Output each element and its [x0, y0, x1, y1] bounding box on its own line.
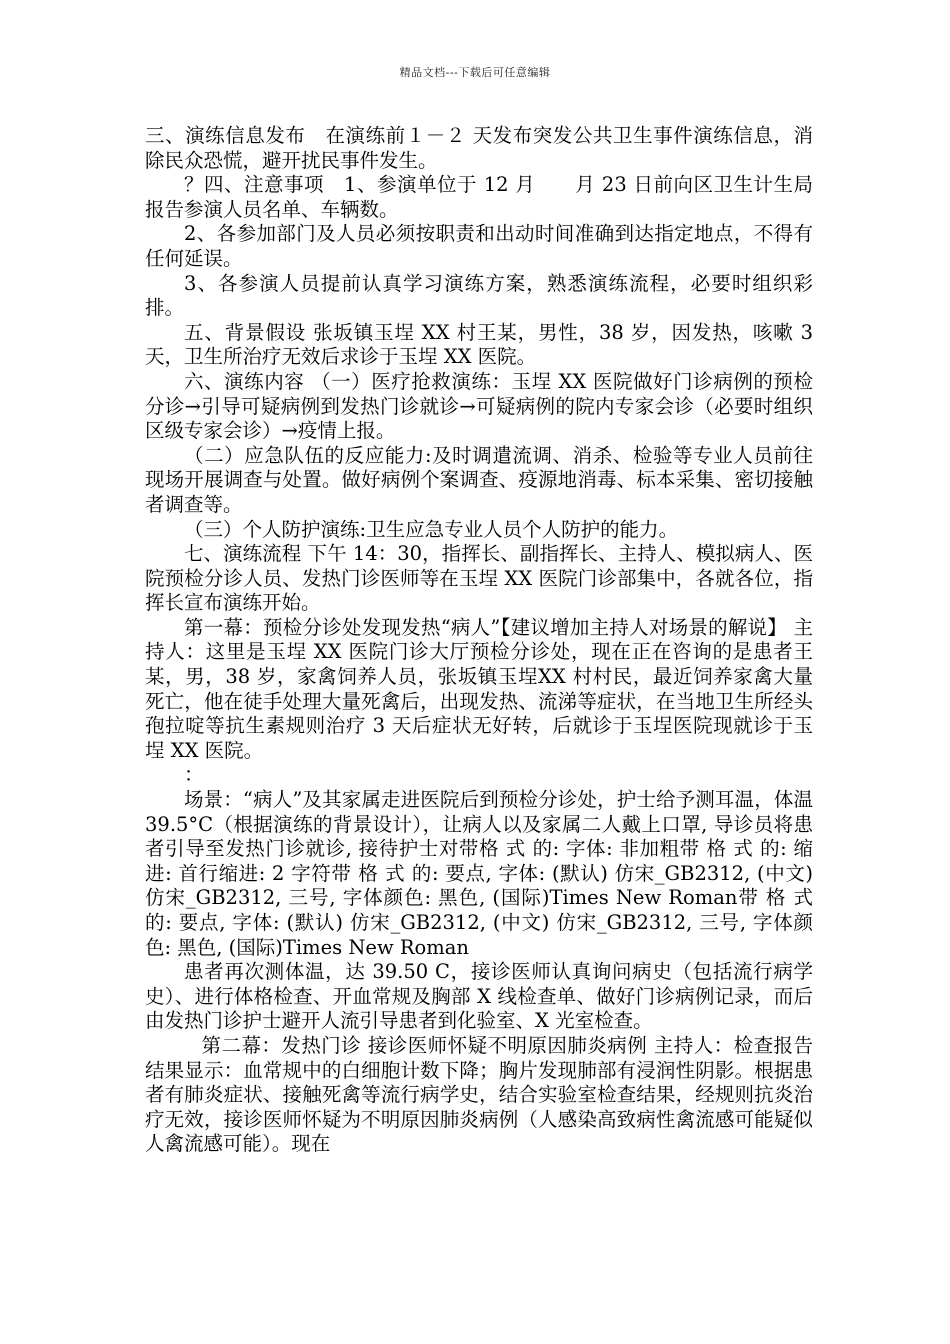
page-header: 精品文档---下载后可任意编辑: [399, 66, 551, 79]
paragraph-note-2: 2、各参加部门及人员必须按职责和出动时间准确到达指定地点，不得有任何延误。: [145, 222, 813, 270]
paragraph-notes: ？四、注意事项 1、参演单位于 12 月 月 23 日前向区卫生计生局报告参演人员名单、车辆数。: [145, 173, 813, 221]
paragraph-info-release: 三、演练信息发布 在演练前１－２ 天发布突发公共卫生事件演练信息，消除民众恐慌，避开扰民事件发生。: [145, 124, 813, 172]
paragraph-act-two: 第二幕：发热门诊 接诊医师怀疑不明原因肺炎病例 主持人：检查报告结果显示：血常规中的白细胞计数下降；胸片发现肺部有浸润性阴影。根据患者有肺炎症状、接触死禽等流行病学史，结合实验室检查结果，经规则抗炎治疗无效，接诊医师怀疑为不明原因肺炎病例（人感染高致病性禽流感可能疑似人禽流感可能）。现在: [145, 1033, 813, 1156]
paragraph-scene: 场景：“病人”及其家属走进医院后到预检分诊处，护士给予测耳温，体温 39.5°C（根据演练的背景设计），让病人以及家属二人戴上口罩, 导诊员将患者引导至发热门诊就诊, 接待护士对带格 式 的: 字体: 非加粗带 格 式 的: 缩进: 首行缩进: 2 字符带 格 式 的: 要点, 字体: (默认) 仿宋_GB2312, (中文) 仿宋_GB2312, 三号, 字体颜色: 黑色, (国际)Times New Roman带 格 式 的: 要点, 字体: (默认) 仿宋_GB2312, (中文) 仿宋_GB2312, 三号, 字体颜色: 黑色, (国际)Times New Roman: [145, 788, 813, 959]
paragraph-act-one: 第一幕：预检分诊处发现发热“病人”【建议增加主持人对场景的解说】 主持人：这里是玉埕 XX 医院门诊大厅预检分诊处，现在正在咨询的是患者王某，男，38 岁，家禽饲养人员，张坂镇玉埕XX 村村民，最近饲养家禽大量死亡，他在徒手处理大量死禽后，出现发热、流涕等症状，在当地卫生所经头孢拉啶等抗生素规则治疗 3 天后症状无好转，后就诊于玉埕医院现就诊于玉埕 XX 医院。: [145, 615, 813, 762]
paragraph-retest: 患者再次测体温，达 39.50 C，接诊医师认真询问病史（包括流行病学史）、进行体格检查、开血常规及胸部 X 线检查单、做好门诊病例记录，而后由发热门诊护士避开人流引导患者到化验室、X 光室检查。: [145, 960, 813, 1033]
document-body: [145, 124, 813, 1157]
paragraph-drill-content: 六、演练内容 （一）医疗抢救演练：玉埕 XX 医院做好门诊病例的预检分诊→引导可疑病例到发热门诊就诊→可疑病例的院内专家会诊（必要时组织区级专家会诊）→疫情上报。: [145, 369, 813, 443]
paragraph-personal-protection: （三）个人防护演练:卫生应急专业人员个人防护的能力。: [184, 517, 679, 541]
paragraph-response-ability: （二）应急队伍的反应能力:及时调遣流调、消杀、检验等专业人员前往现场开展调查与处置。做好病例个案调查、疫源地消毒、标本采集、密切接触者调查等。: [145, 443, 813, 516]
paragraph-colon: ：: [184, 763, 204, 787]
paragraph-background: 五、背景假设 张坂镇玉埕 XX 村王某，男性，38 岁，因发热，咳嗽 3 天，卫生所治疗无效后求诊于玉埕 XX 医院。: [145, 320, 813, 369]
paragraph-note-3: 3、各参演人员提前认真学习演练方案，熟悉演练流程，必要时组织彩排。: [145, 271, 813, 320]
paragraph-drill-process: 七、演练流程 下午 14：30，指挥长、副指挥长、主持人、模拟病人、医院预检分诊人员、发热门诊医师等在玉埕 XX 医院门诊部集中，各就各位，指挥长宣布演练开始。: [145, 542, 813, 615]
